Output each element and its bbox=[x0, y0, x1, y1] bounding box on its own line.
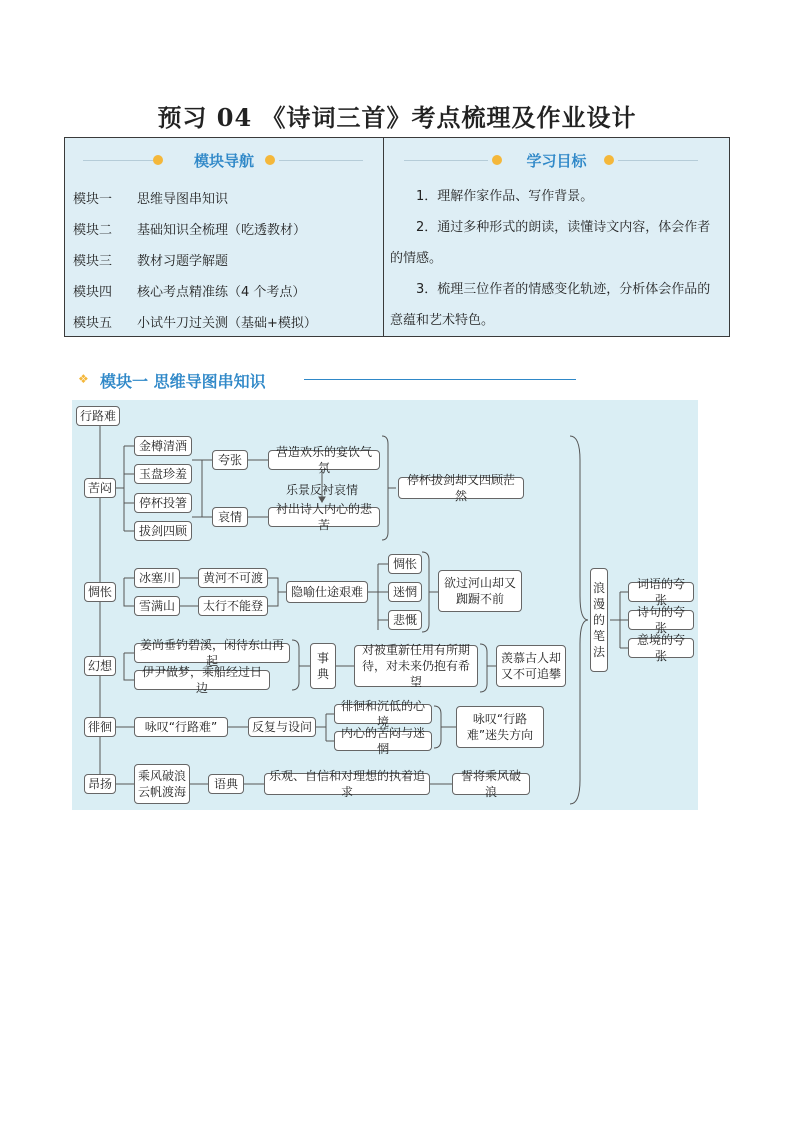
learning-goals bbox=[384, 138, 729, 336]
node-kumen: 苦闷 bbox=[84, 478, 116, 498]
style-item-2: 诗句的夸张 bbox=[628, 610, 694, 630]
node-angyang: 昂扬 bbox=[84, 774, 116, 794]
node-yinyu: 隐喻仕途艰难 bbox=[286, 581, 368, 603]
nav-item-1[interactable]: 模块一 思维导图串知识 bbox=[73, 192, 229, 207]
nav-item-3[interactable]: 模块三 教材习题学解题 bbox=[73, 254, 229, 269]
leaf-yupan: 玉盘珍羞 bbox=[134, 464, 192, 484]
node-fanfu: 反复与设问 bbox=[248, 717, 316, 737]
node-kuazhang-desc: 营造欢乐的宴饮气氛 bbox=[268, 450, 380, 470]
result-4: 咏叹“行路难”迷失方向 bbox=[456, 706, 544, 748]
result-5: 誓将乘风破浪 bbox=[452, 773, 530, 795]
sub-kumen: 内心的苦闷与迷惘 bbox=[334, 731, 432, 751]
node-shidian: 事典 bbox=[310, 643, 336, 689]
node-aiqing: 哀情 bbox=[212, 507, 248, 527]
nav-item-5[interactable]: 模块五 小试牛刀过关测（基础+模拟） bbox=[73, 316, 317, 331]
node-shidian-desc: 对被重新任用有所期待，对未来仍抱有希望 bbox=[354, 645, 478, 687]
leaf-bingsai-desc: 黄河不可渡 bbox=[198, 568, 268, 588]
node-aiqing-desc: 衬出诗人内心的悲苦 bbox=[268, 507, 380, 527]
result-2: 欲过河山却又踟蹰不前 bbox=[438, 570, 522, 612]
sub-xinjing: 徘徊和沉低的心境 bbox=[334, 704, 432, 724]
dot-icon bbox=[265, 155, 275, 165]
node-yudian-desc: 乐观、自信和对理想的执着追求 bbox=[264, 773, 430, 795]
leaf-yongtan: 咏叹“行路难” bbox=[134, 717, 228, 737]
overview-table bbox=[64, 137, 730, 337]
style-item-1: 词语的夸张 bbox=[628, 582, 694, 602]
node-paihuai: 徘徊 bbox=[84, 717, 116, 737]
result-3: 羡慕古人却又不可追攀 bbox=[496, 645, 566, 687]
dot-icon bbox=[604, 155, 614, 165]
section-header-module-1: ❖ 模块一 思维导图串知识 bbox=[78, 368, 578, 390]
module-nav-header: 模块导航 bbox=[65, 150, 383, 170]
nav-item-4[interactable]: 模块四 核心考点精准练（4 个考点） bbox=[73, 285, 306, 300]
feel-2: 迷惘 bbox=[388, 582, 422, 602]
goal-2: 2．通过多种形式的朗读，读懂诗文内容，体会作者的情感。 bbox=[390, 220, 711, 266]
goal-3: 3．梳理三位作者的情感变化轨迹，分析体会作品的意蕴和艺术特色。 bbox=[390, 282, 711, 328]
feel-3: 悲慨 bbox=[388, 610, 422, 630]
leaf-tingbei: 停杯投箸 bbox=[134, 493, 192, 513]
page-title: 预习 04 《诗词三首》考点梳理及作业设计 bbox=[157, 103, 637, 132]
diamond-icon: ❖ bbox=[78, 372, 89, 386]
leaf-bingsaichuan: 冰塞川 bbox=[134, 568, 180, 588]
node-huanxiang: 幻想 bbox=[84, 656, 116, 676]
learning-goals-header: 学习目标 bbox=[384, 150, 729, 170]
goal-1: 1．理解作家作品、写作背景。 bbox=[416, 189, 594, 204]
leaf-chengfeng: 乘风破浪云帆渡海 bbox=[134, 764, 190, 804]
leaf-jinzun: 金樽清酒 bbox=[134, 436, 192, 456]
root-node: 行路难 bbox=[76, 406, 120, 426]
feel-1: 惆怅 bbox=[388, 554, 422, 574]
leaf-jiangshang: 姜尚垂钓碧溪，闲待东山再起 bbox=[134, 643, 290, 663]
style-item-3: 意境的夸张 bbox=[628, 638, 694, 658]
node-yudian: 语典 bbox=[208, 774, 244, 794]
link-label: 乐景反衬哀情 bbox=[286, 483, 359, 497]
leaf-xuemanshan: 雪满山 bbox=[134, 596, 180, 616]
module-nav bbox=[65, 138, 384, 336]
mind-map bbox=[72, 400, 698, 810]
leaf-bajian: 拔剑四顾 bbox=[134, 521, 192, 541]
nav-item-2[interactable]: 模块二 基础知识全梳理（吃透教材） bbox=[73, 223, 307, 238]
result-1: 停杯拔剑却又四顾茫然 bbox=[398, 477, 524, 499]
node-langman: 浪漫的笔法 bbox=[590, 568, 608, 672]
node-chouchang: 惆怅 bbox=[84, 582, 116, 602]
leaf-xueman-desc: 太行不能登 bbox=[198, 596, 268, 616]
leaf-yiyin: 伊尹做梦，乘船经过日边 bbox=[134, 670, 270, 690]
node-kuazhang: 夸张 bbox=[212, 450, 248, 470]
